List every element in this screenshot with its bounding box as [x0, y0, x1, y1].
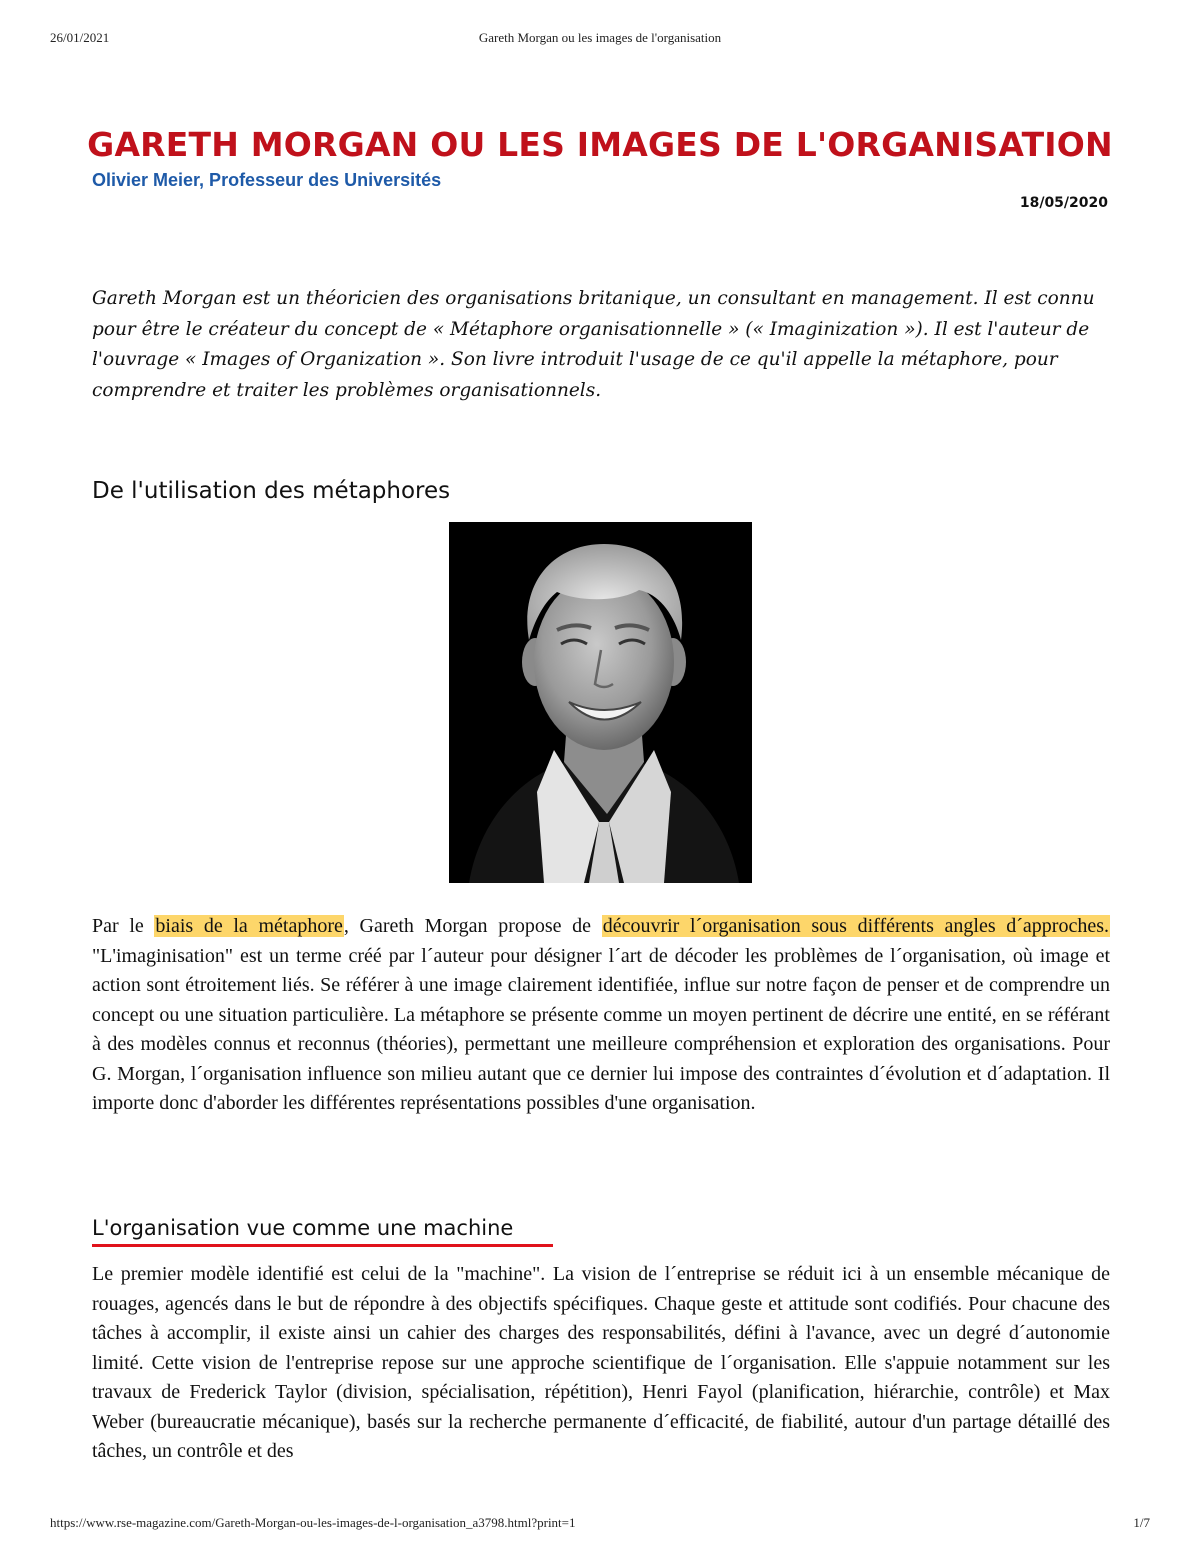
article-intro: Gareth Morgan est un théoricien des organisations britanique, un consultant en management. Il est connu pour être le créateur du concept de « Métaphore organisationnelle » (« Imaginization »). Il est l'auteur de l'ouvrage « Images of Organization ». Son livre introduit l'usage de ce qu'il appelle la métaphore, pour comprendre et traiter les problèmes organisationnels. [92, 288, 1095, 401]
print-page-title: Gareth Morgan ou les images de l'organisation [478, 30, 722, 45]
section-heading-machine: L'organisation vue comme une machine [92, 1216, 514, 1240]
article-title: GARETH MORGAN OU LES IMAGES DE L'ORGANISATION [87, 125, 1113, 164]
section-heading-metaphores: De l'utilisation des métaphores [92, 478, 451, 504]
print-header [50, 30, 1150, 50]
highlighted-text: biais de la métaphore [155, 915, 343, 937]
print-footer [50, 1515, 1150, 1535]
print-url: https://www.rse-magazine.com/Gareth-Morgan-ou-les-images-de-l-organisation_a3798.html?print=1 [50, 1515, 576, 1530]
heading-underline [92, 1244, 553, 1247]
paragraph-text: "L'imaginisation" est un terme créé par l´auteur pour désigner l´art de décoder les problèmes de l´organisation, où image et action sont étroitement liés. Se référer à une image clairement identifiée, influe sur notre façon de penser et de comprendre un concept ou une situation particulière. La métaphore se présente comme un moyen pertinent de décrire une entité, en se référant à des modèles connus et reconnus (théories), permettant une meilleure compréhension et exploration des organisations. Pour G. Morgan, l´organisation influence son milieu autant que ce dernier lui impose des contraintes d´évolution et d´adaptation. Il importe donc d'aborder les différentes représentations possibles d'une organisation. [92, 944, 1110, 1114]
paragraph-metaphore [92, 912, 1110, 1119]
highlighted-text: découvrir l´organisation sous différents angles d´approches. [602, 915, 1109, 937]
author-portrait-photo [449, 522, 752, 883]
publication-date: 18/05/2020 [1019, 195, 1108, 211]
portrait-illustration [449, 522, 752, 883]
page-number: 1/7 [1133, 1515, 1150, 1530]
article-author: Olivier Meier, Professeur des Universités [92, 170, 442, 190]
print-date: 26/01/2021 [50, 30, 110, 45]
paragraph-machine: Le premier modèle identifié est celui de la "machine". La vision de l´entreprise se réduit ici à un ensemble mécanique de rouages, agencés dans le but de répondre à des objectifs spécifiques. Chaque geste et attitude sont codifiés. Pour chacune des tâches à accomplir, il existe ainsi un cahier des charges des responsabilités, défini à l'avance, avec un degré d´autonomie limité. Cette vision de l'entreprise repose sur une approche scientifique de l´organisation. Elle s'appuie notamment sur les travaux de Frederick Taylor (division, spécialisation, répétition), Henri Fayol (planification, hiérarchie, contrôle) et Max Weber (bureaucratie mécanique), basés sur la recherche permanente d´efficacité, de fiabilité, autour d'un partage détaillé des tâches, un contrôle et des [92, 1263, 1110, 1462]
paragraph-text: , Gareth Morgan propose de [343, 915, 602, 937]
paragraph-text: Par le [92, 915, 155, 937]
